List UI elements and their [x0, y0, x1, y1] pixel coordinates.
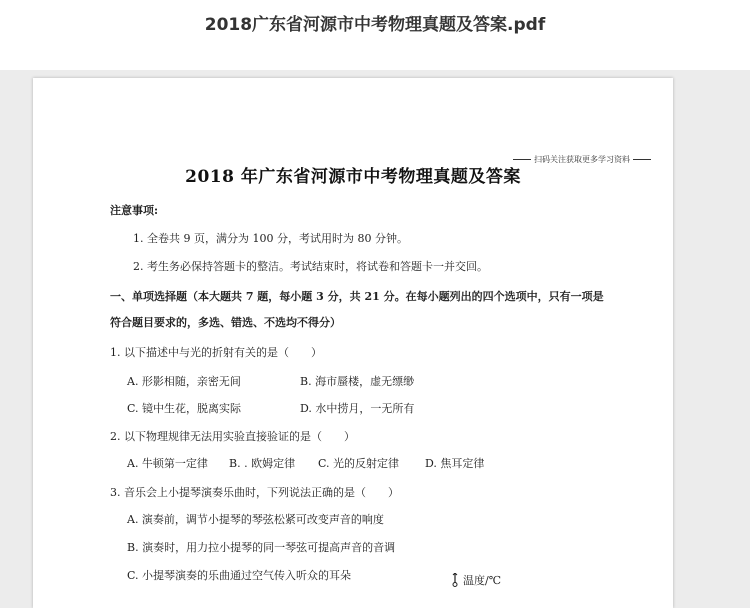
figure-axis-label: 温度/℃	[463, 574, 502, 587]
question-2-stem: 2. 以下物理规律无法用实验直接验证的是（ ）	[110, 430, 355, 443]
thermometer-icon	[451, 573, 459, 587]
section-heading-line2: 符合题目要求的，多选、错选、不选均不得分）	[110, 316, 341, 329]
question-2-option-d: D. 焦耳定律	[425, 457, 485, 470]
notice-heading: 注意事项:	[110, 204, 159, 217]
notice-item-2: 2. 考生务必保持答题卡的整洁。考试结束时，将试卷和答题卡一并交回。	[133, 260, 488, 273]
question-1-option-b: B. 海市蜃楼，虚无缥缈	[300, 375, 415, 388]
question-2-option-c: C. 光的反射定律	[318, 457, 400, 470]
file-title: 2018广东省河源市中考物理真题及答案.pdf	[204, 15, 546, 35]
question-2-option-a: A. 牛顿第一定律	[127, 457, 208, 470]
paper-title: 2018 年广东省河源市中考物理真题及答案	[185, 167, 521, 187]
temperature-figure	[451, 570, 501, 590]
question-2-option-b: B. . 欧姆定律	[229, 457, 296, 470]
watermark-text: 扫码关注获取更多学习资料	[534, 154, 630, 164]
question-1-stem: 1. 以下描述中与光的折射有关的是（ ）	[110, 346, 322, 359]
question-1-option-a: A. 形影相随，亲密无间	[127, 375, 241, 388]
question-3-option-a: A. 演奏前，调节小提琴的琴弦松紧可改变声音的响度	[127, 513, 384, 526]
document-page	[33, 78, 673, 608]
question-1-option-d: D. 水中捞月，一无所有	[300, 402, 415, 415]
question-3-stem: 3. 音乐会上小提琴演奏乐曲时，下列说法正确的是（ ）	[110, 486, 399, 499]
watermark-dash-left	[513, 159, 531, 160]
watermark-dash-right	[633, 159, 651, 160]
question-1-option-c: C. 镜中生花，脱离实际	[127, 402, 242, 415]
question-3-option-b: B. 演奏时，用力拉小提琴的同一琴弦可提高声音的音调	[127, 541, 396, 554]
viewer-header	[0, 0, 750, 70]
question-3-option-c: C. 小提琴演奏的乐曲通过空气传入听众的耳朵	[127, 569, 352, 582]
notice-item-1: 1. 全卷共 9 页，满分为 100 分，考试用时为 80 分钟。	[133, 232, 408, 245]
section-heading-line1: 一、单项选择题（本大题共 7 题，每小题 3 分，共 21 分。在每小题列出的四个选项中，只有一项是	[110, 290, 604, 303]
